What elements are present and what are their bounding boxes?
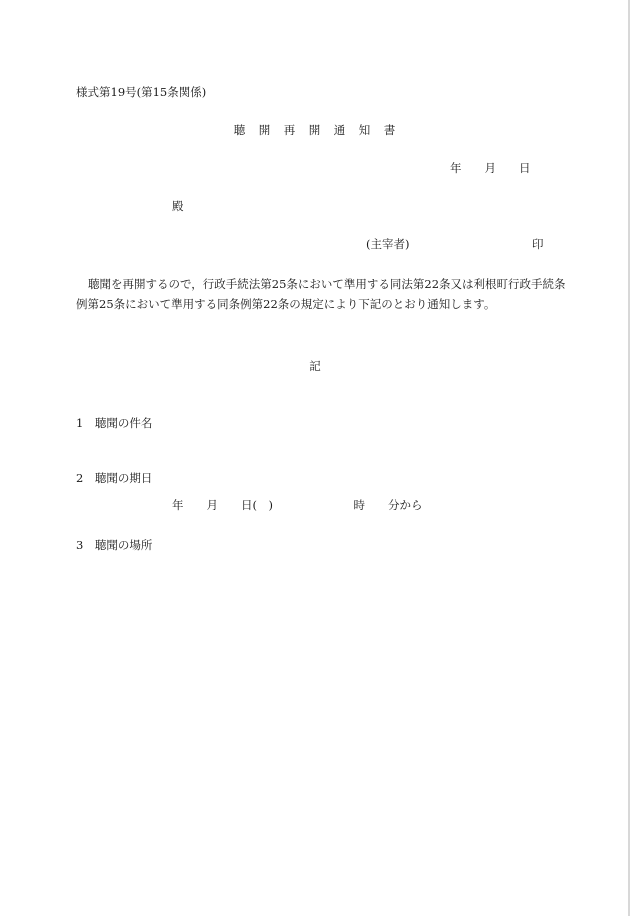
document-title: 聴 開 再 開 通 知 書 <box>233 123 397 137</box>
item-subject-label: 1 聴聞の件名 <box>76 416 153 430</box>
date-line: 年 月 日 <box>450 161 531 175</box>
item-place-label: 3 聴聞の場所 <box>76 538 153 552</box>
form-number-label: 様式第19号(第15条関係) <box>76 85 207 99</box>
item-date-label: 2 聴聞の期日 <box>76 471 153 485</box>
presider-label: (主宰者) <box>366 237 410 251</box>
addressee-honorific: 殿 <box>172 199 184 213</box>
seal-mark: 印 <box>532 237 544 251</box>
body-paragraph: 聴聞を再開するので，行政手続法第25条において準用する同法第22条又は利根町行政手続条例第25条において準用する同条例第22条の規定により下記のとおり通知します。 <box>76 277 566 311</box>
ki-heading: 記 <box>309 359 321 373</box>
item-date-value: 年 月 日( ) 時 分から <box>172 498 423 512</box>
